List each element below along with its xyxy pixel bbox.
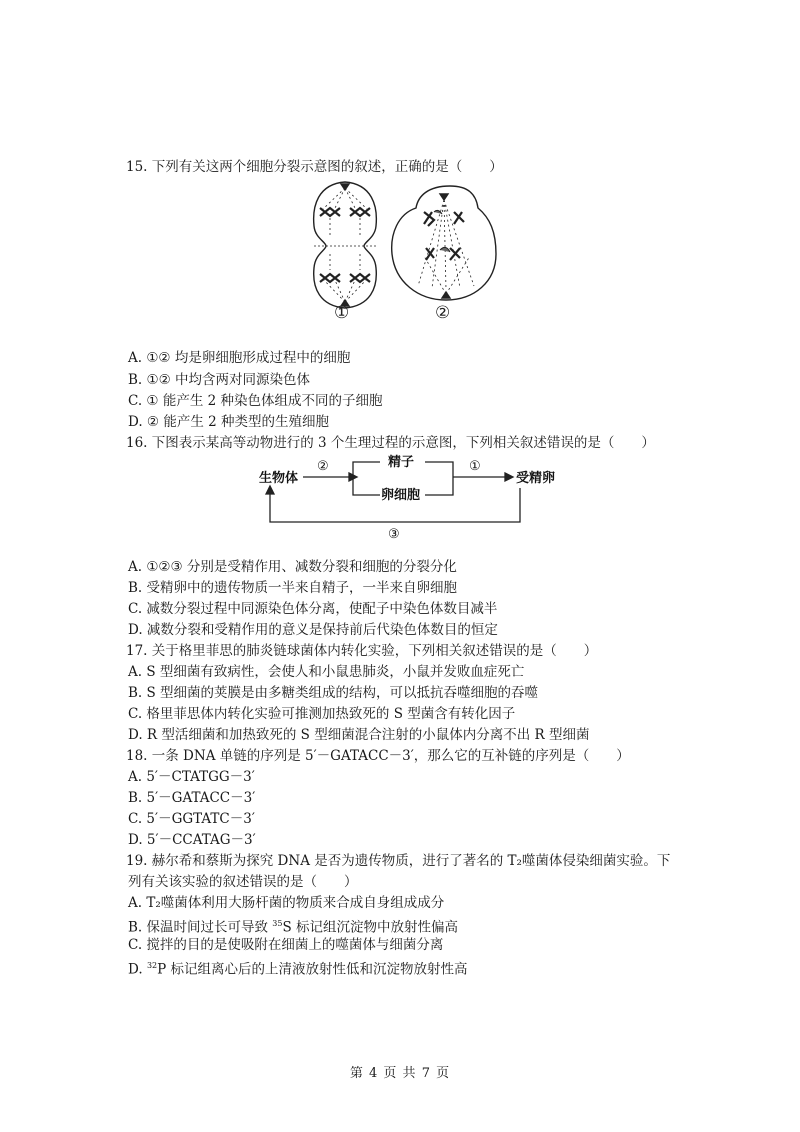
q18-stem: 18. 一条 DNA 单链的序列是 5′－GATACC－3′，那么它的互补链的序列是（ ） [126, 748, 630, 764]
diagram-step1: ① [469, 459, 481, 474]
q16-option-b: B. 受精卵中的遗传物质一半来自精子，一半来自卵细胞 [128, 580, 458, 596]
cell-2-diagram [392, 186, 496, 300]
q17-option-a: A. S 型细菌有致病性，会使人和小鼠患肺炎，小鼠并发败血症死亡 [128, 664, 525, 680]
diagram-zygote: 受精卵 [516, 471, 555, 486]
q19-stem-line1: 19. 赫尔希和蔡斯为探究 DNA 是否为遗传物质，进行了著名的 T₂噬菌体侵染细菌实验。下 [126, 853, 671, 869]
fig-label-2: ② [435, 303, 451, 323]
q15-option-c: C. ① 能产生 2 种染色体组成不同的子细胞 [128, 393, 383, 409]
q15-option-b: B. ①② 中均含两对同源染色体 [128, 372, 310, 388]
q19-stem-line2: 列有关该实验的叙述错误的是（ ） [128, 874, 358, 890]
q19-option-d-text: D. [128, 961, 147, 978]
q19-option-a: A. T₂噬菌体利用大肠杆菌的物质来合成自身组成成分 [128, 895, 445, 911]
q19-option-d-text-rest: P 标记组离心后的上清液放射性低和沉淀物放射性高 [157, 961, 468, 978]
q15-option-a: A. ①② 均是卵细胞形成过程中的细胞 [128, 350, 351, 366]
diagram-step2: ② [317, 459, 329, 474]
q15-stem: 15. 下列有关这两个细胞分裂示意图的叙述，正确的是（ ） [126, 159, 503, 175]
q19-option-b [128, 915, 458, 937]
q17-option-c: C. 格里菲思体内转化实验可推测加热致死的 S 型菌含有转化因子 [128, 706, 516, 722]
q18-option-b: B. 5′－GATACC－3′ [128, 790, 256, 806]
q16-option-a: A. ①②③ 分别是受精作用、减数分裂和细胞的分裂分化 [128, 559, 457, 575]
diagram-step3: ③ [388, 527, 400, 542]
q16-stem: 16. 下图表示某高等动物进行的 3 个生理过程的示意图，下列相关叙述错误的是（ ） [126, 435, 655, 451]
q19-option-b-text-rest: S 标记组沉淀物中放射性偏高 [282, 919, 459, 936]
isotope-35-superscript: 35 [272, 919, 283, 928]
cell-1-diagram [314, 182, 377, 308]
q18-option-d: D. 5′－CCATAG－3′ [128, 832, 256, 848]
q15-option-d: D. ② 能产生 2 种类型的生殖细胞 [128, 414, 329, 430]
isotope-32-superscript: 32 [146, 961, 158, 970]
q17-stem: 17. 关于格里菲思的肺炎链球菌体内转化实验，下列相关叙述错误的是（ ） [126, 643, 598, 659]
cell-division-figure [300, 178, 500, 323]
q17-option-b: B. S 型细菌的荚膜是由多糖类组成的结构，可以抵抗吞噬细胞的吞噬 [128, 685, 539, 701]
q19-option-b-text: B. 保温时间过长可导致 [128, 919, 273, 936]
q18-option-c: C. 5′－GGTATC－3′ [128, 811, 255, 827]
q17-option-d: D. R 型活细菌和加热致死的 S 型细菌混合注射的小鼠体内分离不出 R 型细菌 [128, 727, 590, 743]
diagram-organism: 生物体 [259, 471, 299, 486]
q16-option-c: C. 减数分裂过程中同源染色体分离，使配子中染色体数目减半 [128, 601, 498, 617]
q16-option-d: D. 减数分裂和受精作用的意义是保持前后代染色体数目的恒定 [128, 622, 498, 638]
page-footer: 第 4 页 共 7 页 [349, 1066, 451, 1081]
q18-option-a: A. 5′－CTATGG－3′ [128, 769, 255, 785]
q19-option-c: C. 搅拌的目的是使吸附在细菌上的噬菌体与细菌分离 [128, 937, 444, 953]
q19-option-d [128, 957, 468, 979]
fig-label-1: ① [334, 303, 350, 323]
diagram-egg: 卵细胞 [381, 488, 421, 503]
process-diagram [255, 452, 555, 547]
diagram-sperm: 精子 [388, 455, 415, 470]
